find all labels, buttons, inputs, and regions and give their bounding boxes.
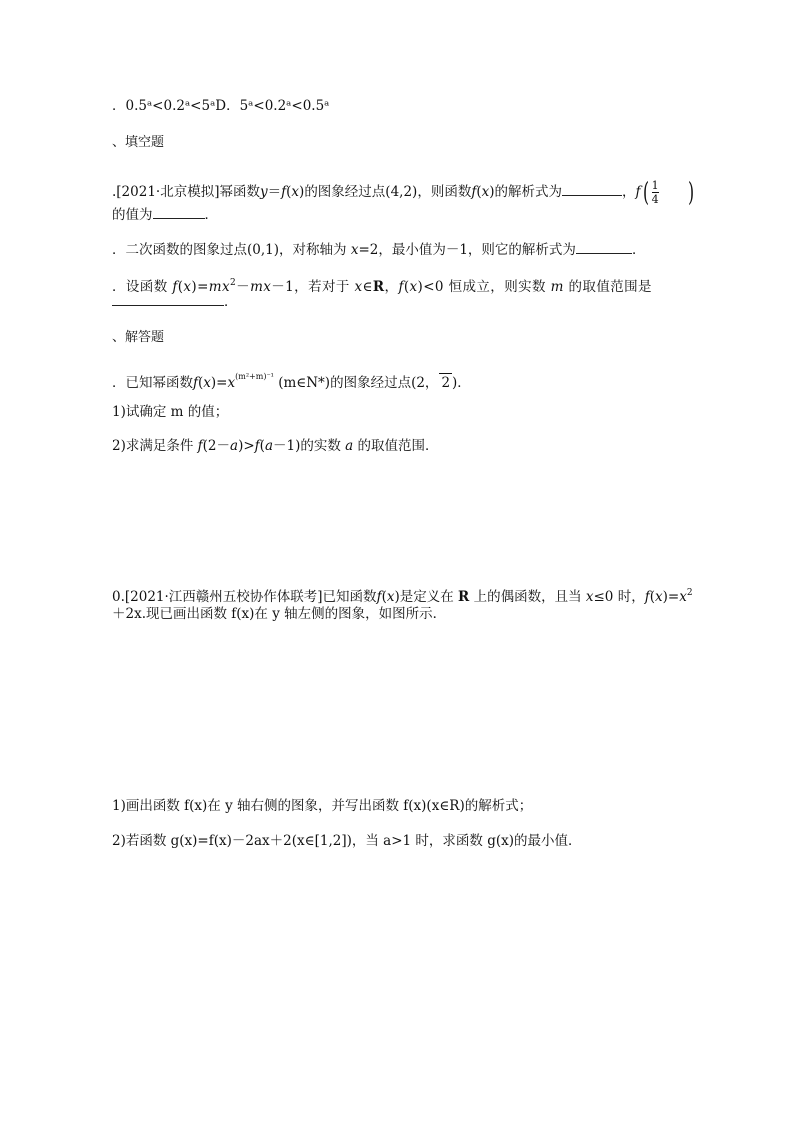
question-4-sub-1: 1)试确定 m 的值； [112,404,229,420]
q3-blank[interactable] [112,292,224,306]
question-1-line-2: 的值为 ． [112,207,218,223]
q1-fraction: $\frac{1}{4}$ [651,179,659,206]
question-5-sub-2: 2)若函数 g(x)=f(x)－2ax＋2(x∈[1,2])，当 a>1 时，求函数 g(x)的最小值． [112,833,582,849]
question-5-sub-1: 1)画出函数 f(x)在 y 轴右侧的图象，并写出函数 f(x)(x∈R)的解析式； [112,798,533,814]
question-3-line-1: ．设函数 $f(x)=mx^2-mx-1$，若对于 x∈R，f(x)<0 恒成立，则实数 m 的取值范围是 [112,278,652,295]
q1-blank-1[interactable] [562,182,622,196]
q1-source: .[2021·北京模拟]幂函数 [112,184,260,200]
q1-blank-2[interactable] [153,205,205,219]
question-4: ．已知幂函数$f(x)=x^{(m^2+m)^{-1}}$ (m∈N*)的图象经过点(2， 2 )． [112,372,471,391]
question-3-line-2: ． [112,292,238,311]
question-5-line-2: ＋2x.现已画出函数 f(x)在 y 轴左侧的图象，如图所示． [112,606,447,622]
q2-blank[interactable] [576,240,632,254]
question-2: ．二次函数的图象过点(0,1)，对称轴为 x=2，最小值为－1，则它的解析式为 ． [112,242,646,258]
question-1-line-1: .[2021·北京模拟]幂函数y＝f(x)的图象经过点(4,2)，则函数f(x)的解析式为 ，f( $\frac{1}{4}$ ) [112,177,694,208]
q1-text-b: 的解析式为 [494,184,563,200]
section-fill-in-heading: 、填空题 [112,135,165,150]
q1-text-a: 的图象经过点(4,2)，则函数 [304,184,472,200]
options-line: ．0.5ᵃ<0.2ᵃ<5ᵃD．5ᵃ<0.2ᵃ<0.5ᵃ [112,98,330,114]
question-5-line-1: 0.[2021·江西赣州五校协作体联考]已知函数f(x)是定义在 R 上的偶函数，且当 x≤0 时，$f(x)=x^2$ [112,588,693,605]
section-answer-heading: 、解答题 [112,330,165,345]
question-4-sub-2: 2)求满足条件 f(2－a)>f(a－1)的实数 a 的取值范围． [112,438,439,454]
